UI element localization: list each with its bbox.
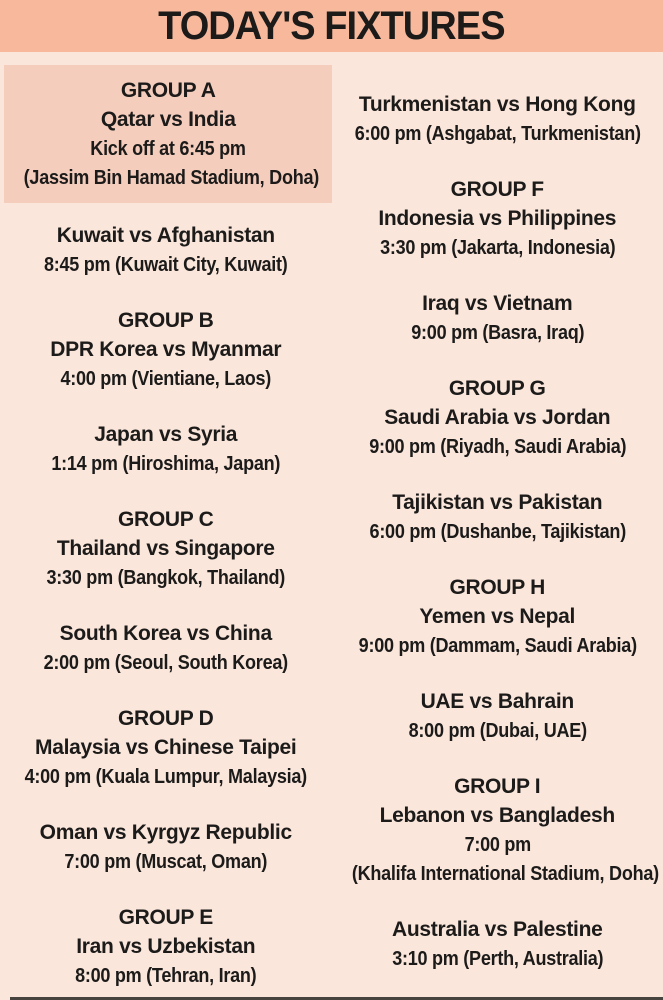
match-detail: 9:00 pm (Basra, Iraq) (410, 321, 584, 344)
group-heading: GROUP C (117, 508, 214, 531)
match-teams: DPR Korea vs Myanmar (50, 338, 282, 361)
match-teams: South Korea vs China (59, 622, 272, 645)
match-teams: Japan vs Syria (94, 423, 238, 446)
group-heading: GROUP H (449, 576, 546, 599)
fixture-block (332, 289, 663, 347)
match-detail: 8:00 pm (Dubai, UAE) (408, 719, 587, 742)
left-column (0, 52, 332, 1000)
fixture-block (332, 772, 663, 888)
match-teams: Iraq vs Vietnam (422, 292, 573, 315)
match-teams: Oman vs Kyrgyz Republic (39, 821, 292, 844)
fixture-block (332, 915, 663, 973)
match-detail: 6:00 pm (Ashgabat, Turkmenistan) (354, 122, 641, 145)
match-detail: 1:14 pm (Hiroshima, Japan) (51, 452, 281, 475)
match-teams: Indonesia vs Philippines (378, 207, 617, 230)
fixture-block (332, 488, 663, 546)
match-detail: 8:00 pm (Tehran, Iran) (75, 964, 257, 987)
match-teams: Lebanon vs Bangladesh (379, 804, 615, 827)
match-teams: Thailand vs Singapore (56, 537, 275, 560)
match-teams: Australia vs Palestine (391, 918, 603, 941)
match-teams: Saudi Arabia vs Jordan (384, 406, 611, 429)
header-banner (0, 0, 663, 52)
match-detail: 9:00 pm (Riyadh, Saudi Arabia) (368, 435, 626, 458)
match-teams: Tajikistan vs Pakistan (392, 491, 603, 514)
fixture-block (4, 65, 332, 203)
group-heading: GROUP E (118, 906, 213, 929)
match-detail: 3:30 pm (Jakarta, Indonesia) (379, 236, 615, 259)
match-detail: 6:00 pm (Dushanbe, Tajikistan) (369, 520, 626, 543)
fixture-block (0, 221, 332, 279)
right-column (332, 52, 663, 1000)
fixtures-columns (0, 52, 663, 1000)
fixture-block (0, 818, 332, 876)
group-heading: GROUP F (450, 178, 544, 201)
match-teams: Qatar vs India (100, 108, 236, 131)
group-heading: GROUP A (120, 79, 216, 102)
match-teams: Malaysia vs Chinese Taipei (35, 736, 297, 759)
match-detail: 9:00 pm (Dammam, Saudi Arabia) (358, 634, 637, 657)
match-detail: 3:10 pm (Perth, Australia) (391, 947, 603, 970)
match-detail: 4:00 pm (Vientiane, Laos) (60, 367, 272, 390)
fixture-block (332, 374, 663, 461)
group-heading: GROUP D (117, 707, 214, 730)
match-detail: 4:00 pm (Kuala Lumpur, Malaysia) (24, 765, 307, 788)
fixture-block (332, 573, 663, 660)
fixture-block (0, 306, 332, 393)
match-detail: 7:00 pm (Muscat, Oman) (64, 850, 268, 873)
match-detail: Kick off at 6:45 pm (90, 137, 246, 160)
match-detail: 2:00 pm (Seoul, South Korea) (43, 651, 288, 674)
match-detail: (Jassim Bin Hamad Stadium, Doha) (23, 166, 320, 189)
fixture-block (0, 420, 332, 478)
match-teams: Yemen vs Nepal (419, 605, 576, 628)
match-detail: 3:30 pm (Bangkok, Thailand) (46, 566, 285, 589)
match-teams: UAE vs Bahrain (420, 690, 574, 713)
group-heading: GROUP G (448, 377, 546, 400)
match-detail: 8:45 pm (Kuwait City, Kuwait) (43, 253, 288, 276)
group-heading: GROUP I (454, 775, 541, 798)
group-heading: GROUP B (117, 309, 214, 332)
match-teams: Iran vs Uzbekistan (76, 935, 256, 958)
fixture-block (0, 619, 332, 677)
match-detail: (Khalifa International Stadium, Doha) (351, 862, 659, 885)
fixture-block (332, 90, 663, 148)
match-detail: 7:00 pm (464, 833, 531, 856)
fixture-block (0, 903, 332, 990)
match-teams: Turkmenistan vs Hong Kong (358, 93, 636, 116)
page-title: TODAY'S FIXTURES (158, 3, 505, 48)
fixture-block (0, 505, 332, 592)
fixture-block (332, 687, 663, 745)
fixture-block (0, 704, 332, 791)
fixture-block (332, 175, 663, 262)
match-teams: Kuwait vs Afghanistan (56, 224, 275, 247)
